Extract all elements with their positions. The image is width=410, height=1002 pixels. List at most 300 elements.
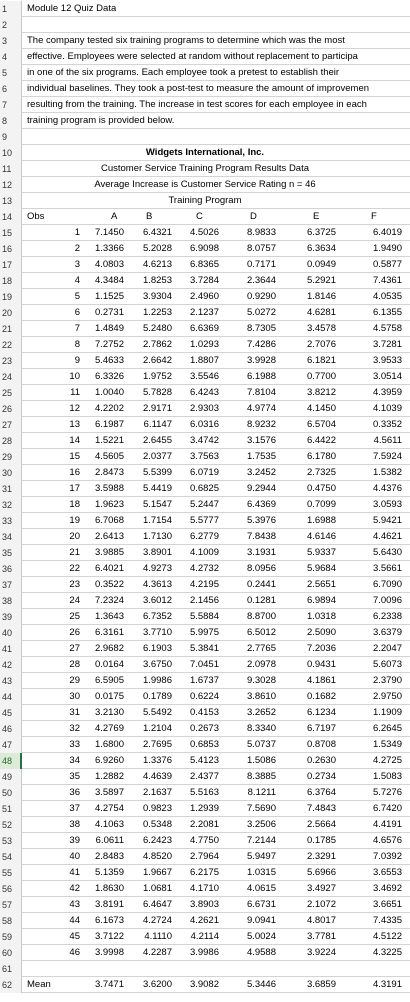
score-cell-d[interactable]: 3.8610 — [246, 691, 276, 702]
score-cell-d[interactable]: 2.7765 — [246, 643, 276, 654]
score-cell-c[interactable]: 5.4123 — [189, 755, 219, 766]
score-cell-e[interactable]: 5.2921 — [306, 275, 336, 286]
score-cell-a[interactable]: 6.3326 — [94, 371, 124, 382]
score-cell-d[interactable]: 7.8104 — [246, 387, 276, 398]
score-cell-f[interactable]: 1.1909 — [372, 707, 402, 718]
row-header-12[interactable]: 12 — [0, 177, 22, 193]
score-cell-c[interactable]: 0.2673 — [189, 723, 219, 734]
program-header-f[interactable]: F — [371, 211, 377, 222]
score-cell-b[interactable]: 1.9752 — [142, 371, 172, 382]
score-cell-c[interactable]: 3.7563 — [189, 451, 219, 462]
score-cell-b[interactable]: 2.1637 — [142, 787, 172, 798]
obs-number-cell[interactable]: 41 — [69, 867, 80, 878]
sheet-row-34[interactable] — [0, 529, 410, 545]
score-cell-a[interactable]: 6.0611 — [95, 835, 124, 846]
row-header-62[interactable]: 62 — [0, 977, 22, 993]
score-cell-e[interactable]: 0.4750 — [306, 483, 336, 494]
mean-cell-c[interactable]: 3.9082 — [189, 979, 219, 990]
table-title-line[interactable]: Widgets International, Inc. — [145, 147, 265, 158]
score-cell-d[interactable]: 9.2944 — [246, 483, 276, 494]
score-cell-b[interactable]: 3.9304 — [142, 291, 172, 302]
score-cell-d[interactable]: 4.9588 — [246, 947, 276, 958]
row-header-23[interactable]: 23 — [0, 353, 22, 369]
score-cell-f[interactable]: 3.9533 — [372, 355, 402, 366]
row-header-44[interactable]: 44 — [0, 689, 22, 705]
sheet-row-25[interactable] — [0, 385, 410, 401]
obs-number-cell[interactable]: 10 — [69, 371, 80, 382]
obs-number-cell[interactable]: 28 — [69, 659, 80, 670]
row-header-49[interactable]: 49 — [0, 769, 22, 785]
row-header-16[interactable]: 16 — [0, 241, 22, 257]
score-cell-e[interactable]: 5.6966 — [306, 867, 336, 878]
score-cell-f[interactable]: 1.5382 — [372, 467, 402, 478]
score-cell-e[interactable]: 3.4927 — [306, 883, 336, 894]
score-cell-d[interactable]: 3.2452 — [246, 467, 276, 478]
score-cell-f[interactable]: 4.3225 — [372, 947, 402, 958]
sheet-row-36[interactable] — [0, 561, 410, 577]
obs-number-cell[interactable]: 3 — [74, 259, 80, 270]
obs-number-cell[interactable]: 24 — [69, 595, 80, 606]
row-header-4[interactable]: 4 — [0, 49, 22, 65]
score-cell-f[interactable]: 3.6651 — [372, 899, 402, 910]
score-cell-a[interactable]: 3.2130 — [94, 707, 124, 718]
score-cell-a[interactable]: 3.8191 — [94, 899, 124, 910]
sheet-row-51[interactable] — [0, 801, 410, 817]
score-cell-f[interactable]: 5.9421 — [372, 515, 402, 526]
row-header-34[interactable]: 34 — [0, 529, 22, 545]
score-cell-d[interactable]: 6.4369 — [246, 499, 276, 510]
score-cell-a[interactable]: 4.3484 — [94, 275, 124, 286]
score-cell-a[interactable]: 2.6413 — [94, 531, 124, 542]
row-header-27[interactable]: 27 — [0, 417, 22, 433]
row-header-5[interactable]: 5 — [0, 65, 22, 81]
sheet-row-10[interactable] — [0, 145, 410, 161]
sheet-row-57[interactable] — [0, 897, 410, 913]
score-cell-f[interactable]: 4.3959 — [372, 387, 402, 398]
score-cell-e[interactable]: 0.7700 — [306, 371, 336, 382]
score-cell-e[interactable]: 5.9684 — [306, 563, 336, 574]
obs-number-cell[interactable]: 33 — [69, 739, 80, 750]
score-cell-c[interactable]: 0.6224 — [189, 691, 219, 702]
score-cell-b[interactable]: 2.0377 — [142, 451, 172, 462]
obs-number-cell[interactable]: 36 — [69, 787, 80, 798]
score-cell-b[interactable]: 0.1789 — [142, 691, 172, 702]
score-cell-f[interactable]: 3.7281 — [372, 339, 402, 350]
score-cell-d[interactable]: 5.0024 — [246, 931, 276, 942]
sheet-row-55[interactable] — [0, 865, 410, 881]
score-cell-f[interactable]: 6.2338 — [372, 611, 402, 622]
score-cell-f[interactable]: 7.0392 — [372, 851, 402, 862]
score-cell-e[interactable]: 4.8017 — [306, 915, 336, 926]
score-cell-f[interactable]: 7.4335 — [372, 915, 402, 926]
score-cell-e[interactable]: 3.4578 — [306, 323, 336, 334]
score-cell-a[interactable]: 4.2754 — [94, 803, 124, 814]
row-header-6[interactable]: 6 — [0, 81, 22, 97]
obs-number-cell[interactable]: 9 — [74, 355, 80, 366]
quiz-title-cell[interactable]: Module 12 Quiz Data — [27, 3, 117, 14]
sheet-row-44[interactable] — [0, 689, 410, 705]
score-cell-f[interactable]: 5.7276 — [372, 787, 402, 798]
row-header-24[interactable]: 24 — [0, 369, 22, 385]
score-cell-b[interactable]: 3.8901 — [142, 547, 172, 558]
score-cell-c[interactable]: 5.2447 — [189, 499, 219, 510]
description-line[interactable]: in one of the six programs. Each employee took a pretest to establish their — [27, 67, 340, 78]
row-header-14[interactable]: 14 — [0, 209, 22, 225]
score-cell-b[interactable]: 4.1110 — [144, 931, 172, 942]
score-cell-e[interactable]: 6.1780 — [306, 451, 336, 462]
score-cell-b[interactable]: 3.7710 — [142, 627, 172, 638]
score-cell-a[interactable]: 1.0040 — [94, 387, 124, 398]
score-cell-a[interactable]: 3.9998 — [94, 947, 124, 958]
score-cell-a[interactable]: 2.8483 — [94, 851, 124, 862]
sheet-row-53[interactable] — [0, 833, 410, 849]
row-header-8[interactable]: 8 — [0, 113, 22, 129]
description-line[interactable]: resulting from the training. The increase in test scores for each employee in each — [27, 99, 367, 110]
sheet-row-33[interactable] — [0, 513, 410, 529]
score-cell-b[interactable]: 1.2253 — [142, 307, 172, 318]
score-cell-c[interactable]: 5.5163 — [189, 787, 219, 798]
score-cell-e[interactable]: 0.1682 — [306, 691, 336, 702]
row-header-19[interactable]: 19 — [0, 289, 22, 305]
score-cell-e[interactable]: 4.1450 — [306, 403, 336, 414]
score-cell-d[interactable]: 3.2652 — [246, 707, 276, 718]
score-cell-c[interactable]: 0.6853 — [189, 739, 219, 750]
sheet-row-47[interactable] — [0, 737, 410, 753]
obs-number-cell[interactable]: 31 — [69, 707, 80, 718]
row-header-46[interactable]: 46 — [0, 721, 22, 737]
sheet-row-19[interactable] — [0, 289, 410, 305]
score-cell-c[interactable]: 3.4742 — [189, 435, 219, 446]
score-cell-b[interactable]: 1.0681 — [142, 883, 172, 894]
score-cell-a[interactable]: 6.3161 — [94, 627, 124, 638]
score-cell-c[interactable]: 5.5777 — [189, 515, 219, 526]
score-cell-f[interactable]: 6.7090 — [372, 579, 402, 590]
score-cell-b[interactable]: 5.7828 — [142, 387, 172, 398]
score-cell-a[interactable]: 6.5905 — [94, 675, 124, 686]
score-cell-f[interactable]: 1.9490 — [372, 243, 402, 254]
sheet-row-12[interactable] — [0, 177, 410, 193]
score-cell-d[interactable]: 8.3885 — [246, 771, 276, 782]
sheet-row-22[interactable] — [0, 337, 410, 353]
obs-number-cell[interactable]: 26 — [69, 627, 80, 638]
score-cell-f[interactable]: 6.1355 — [372, 307, 402, 318]
score-cell-e[interactable]: 3.7781 — [306, 931, 336, 942]
score-cell-f[interactable]: 4.4621 — [372, 531, 402, 542]
score-cell-a[interactable]: 1.6800 — [94, 739, 124, 750]
sheet-row-58[interactable] — [0, 913, 410, 929]
row-header-28[interactable]: 28 — [0, 433, 22, 449]
score-cell-e[interactable]: 0.2734 — [306, 771, 336, 782]
obs-number-cell[interactable]: 18 — [69, 499, 80, 510]
score-cell-d[interactable]: 2.3644 — [246, 275, 276, 286]
sheet-row-28[interactable] — [0, 433, 410, 449]
sheet-row-61[interactable] — [0, 961, 410, 977]
obs-number-cell[interactable]: 35 — [69, 771, 80, 782]
score-cell-e[interactable]: 2.5664 — [306, 819, 336, 830]
row-header-2[interactable]: 2 — [0, 17, 22, 33]
score-cell-d[interactable]: 5.9497 — [246, 851, 276, 862]
row-header-3[interactable]: 3 — [0, 33, 22, 49]
score-cell-c[interactable]: 6.8365 — [189, 259, 219, 270]
score-cell-c[interactable]: 4.2732 — [189, 563, 219, 574]
score-cell-a[interactable]: 6.1987 — [94, 419, 124, 430]
row-header-54[interactable]: 54 — [0, 849, 22, 865]
row-header-53[interactable]: 53 — [0, 833, 22, 849]
row-header-10[interactable]: 10 — [0, 145, 22, 161]
score-cell-f[interactable]: 2.2047 — [372, 643, 402, 654]
score-cell-e[interactable]: 7.4843 — [306, 803, 336, 814]
score-cell-c[interactable]: 2.4377 — [189, 771, 219, 782]
score-cell-f[interactable]: 1.5083 — [372, 771, 402, 782]
obs-number-cell[interactable]: 42 — [69, 883, 80, 894]
score-cell-c[interactable]: 2.1456 — [189, 595, 219, 606]
obs-number-cell[interactable]: 15 — [69, 451, 80, 462]
score-cell-a[interactable]: 1.2882 — [94, 771, 124, 782]
row-header-43[interactable]: 43 — [0, 673, 22, 689]
row-header-60[interactable]: 60 — [0, 945, 22, 961]
score-cell-f[interactable]: 4.5122 — [372, 931, 402, 942]
obs-number-cell[interactable]: 11 — [70, 387, 80, 398]
score-cell-e[interactable]: 0.0949 — [306, 259, 336, 270]
score-cell-a[interactable]: 6.9260 — [94, 755, 124, 766]
score-cell-f[interactable]: 4.0535 — [372, 291, 402, 302]
sheet-row-27[interactable] — [0, 417, 410, 433]
sheet-row-8[interactable] — [0, 113, 410, 129]
score-cell-e[interactable]: 6.9894 — [306, 595, 336, 606]
sheet-row-29[interactable] — [0, 449, 410, 465]
row-header-39[interactable]: 39 — [0, 609, 22, 625]
sheet-row-17[interactable] — [0, 257, 410, 273]
obs-number-cell[interactable]: 37 — [69, 803, 80, 814]
row-header-33[interactable]: 33 — [0, 513, 22, 529]
score-cell-c[interactable]: 2.7964 — [189, 851, 219, 862]
score-cell-d[interactable]: 8.0757 — [246, 243, 276, 254]
score-cell-c[interactable]: 0.4153 — [189, 707, 219, 718]
score-cell-f[interactable]: 6.7420 — [372, 803, 402, 814]
score-cell-c[interactable]: 4.2621 — [189, 915, 219, 926]
score-cell-a[interactable]: 1.8630 — [94, 883, 124, 894]
score-cell-d[interactable]: 8.1211 — [247, 787, 276, 798]
mean-cell-e[interactable]: 3.6859 — [306, 979, 336, 990]
sheet-row-42[interactable] — [0, 657, 410, 673]
score-cell-b[interactable]: 0.5348 — [142, 819, 172, 830]
score-cell-d[interactable]: 8.8700 — [246, 611, 276, 622]
score-cell-b[interactable]: 2.6642 — [142, 355, 172, 366]
score-cell-f[interactable]: 4.6576 — [372, 835, 402, 846]
score-cell-e[interactable]: 0.8708 — [306, 739, 336, 750]
score-cell-f[interactable]: 7.4361 — [372, 275, 402, 286]
score-cell-c[interactable]: 1.2939 — [189, 803, 219, 814]
score-cell-e[interactable]: 6.3725 — [306, 227, 336, 238]
score-cell-c[interactable]: 3.8903 — [189, 899, 219, 910]
sheet-row-35[interactable] — [0, 545, 410, 561]
score-cell-e[interactable]: 0.9431 — [306, 659, 336, 670]
row-header-20[interactable]: 20 — [0, 305, 22, 321]
program-header-c[interactable]: C — [196, 211, 203, 222]
score-cell-e[interactable]: 2.5651 — [306, 579, 336, 590]
score-cell-e[interactable]: 1.0318 — [306, 611, 336, 622]
score-cell-c[interactable]: 5.9975 — [189, 627, 219, 638]
obs-number-cell[interactable]: 6 — [74, 307, 80, 318]
row-header-22[interactable]: 22 — [0, 337, 22, 353]
score-cell-d[interactable]: 7.5690 — [246, 803, 276, 814]
score-cell-c[interactable]: 4.2195 — [189, 579, 219, 590]
sheet-row-13[interactable] — [0, 193, 410, 209]
score-cell-c[interactable]: 4.7750 — [189, 835, 219, 846]
row-header-11[interactable]: 11 — [0, 161, 22, 177]
obs-number-cell[interactable]: 22 — [69, 563, 80, 574]
score-cell-d[interactable]: 3.1576 — [246, 435, 276, 446]
score-cell-a[interactable]: 4.0803 — [94, 259, 124, 270]
score-cell-f[interactable]: 3.4692 — [372, 883, 402, 894]
score-cell-e[interactable]: 3.8212 — [306, 387, 336, 398]
score-cell-b[interactable]: 3.6750 — [142, 659, 172, 670]
score-cell-d[interactable]: 8.9833 — [246, 227, 276, 238]
score-cell-f[interactable]: 3.5661 — [372, 563, 402, 574]
score-cell-a[interactable]: 7.1450 — [94, 227, 124, 238]
score-cell-f[interactable]: 0.5877 — [372, 259, 402, 270]
obs-number-cell[interactable]: 38 — [69, 819, 80, 830]
score-cell-b[interactable]: 2.6455 — [142, 435, 172, 446]
row-header-55[interactable]: 55 — [0, 865, 22, 881]
sheet-row-30[interactable] — [0, 465, 410, 481]
score-cell-c[interactable]: 4.5026 — [189, 227, 219, 238]
row-header-29[interactable]: 29 — [0, 449, 22, 465]
row-header-48[interactable]: 48 — [0, 753, 22, 769]
score-cell-d[interactable]: 7.4286 — [246, 339, 276, 350]
score-cell-a[interactable]: 1.4849 — [94, 323, 124, 334]
score-cell-c[interactable]: 2.1237 — [189, 307, 219, 318]
score-cell-f[interactable]: 6.4019 — [372, 227, 402, 238]
score-cell-c[interactable]: 3.7284 — [189, 275, 219, 286]
score-cell-b[interactable]: 2.7695 — [142, 739, 172, 750]
sheet-row-54[interactable] — [0, 849, 410, 865]
program-header-d[interactable]: D — [250, 211, 257, 222]
sheet-row-62[interactable] — [0, 977, 410, 993]
score-cell-f[interactable]: 5.6430 — [372, 547, 402, 558]
score-cell-c[interactable]: 4.2114 — [190, 931, 219, 942]
score-cell-d[interactable]: 9.0941 — [246, 915, 276, 926]
row-header-50[interactable]: 50 — [0, 785, 22, 801]
sheet-row-40[interactable] — [0, 625, 410, 641]
row-header-41[interactable]: 41 — [0, 641, 22, 657]
sheet-row-45[interactable] — [0, 705, 410, 721]
row-header-30[interactable]: 30 — [0, 465, 22, 481]
sheet-row-4[interactable] — [0, 49, 410, 65]
score-cell-d[interactable]: 4.9774 — [246, 403, 276, 414]
sheet-row-31[interactable] — [0, 481, 410, 497]
score-cell-a[interactable]: 6.1673 — [94, 915, 124, 926]
score-cell-e[interactable]: 2.7076 — [306, 339, 336, 350]
score-cell-a[interactable]: 6.4021 — [94, 563, 124, 574]
score-cell-b[interactable]: 4.6213 — [142, 259, 172, 270]
score-cell-f[interactable]: 4.5611 — [373, 435, 402, 446]
score-cell-a[interactable]: 4.1063 — [94, 819, 124, 830]
obs-number-cell[interactable]: 29 — [69, 675, 80, 686]
row-header-1[interactable]: 1 — [0, 1, 22, 17]
score-cell-f[interactable]: 3.0514 — [372, 371, 402, 382]
table-title-line[interactable]: Average Increase is Customer Service Rating n = 46 — [94, 179, 316, 190]
score-cell-e[interactable]: 7.2036 — [306, 643, 336, 654]
sheet-row-2[interactable] — [0, 17, 410, 33]
score-cell-e[interactable]: 6.3634 — [306, 243, 336, 254]
row-header-56[interactable]: 56 — [0, 881, 22, 897]
score-cell-f[interactable]: 0.3352 — [372, 419, 402, 430]
score-cell-a[interactable]: 3.5897 — [94, 787, 124, 798]
row-header-36[interactable]: 36 — [0, 561, 22, 577]
row-header-45[interactable]: 45 — [0, 705, 22, 721]
sheet-row-52[interactable] — [0, 817, 410, 833]
score-cell-b[interactable]: 1.9667 — [142, 867, 172, 878]
score-cell-b[interactable]: 6.4647 — [142, 899, 172, 910]
sheet-row-39[interactable] — [0, 609, 410, 625]
score-cell-d[interactable]: 0.2441 — [246, 579, 276, 590]
score-cell-e[interactable]: 2.5090 — [306, 627, 336, 638]
score-cell-d[interactable]: 0.7171 — [246, 259, 276, 270]
description-line[interactable]: The company tested six training programs to determine which was the most — [27, 35, 345, 46]
sheet-row-24[interactable] — [0, 369, 410, 385]
score-cell-f[interactable]: 1.5349 — [372, 739, 402, 750]
row-header-18[interactable]: 18 — [0, 273, 22, 289]
score-cell-d[interactable]: 0.1281 — [246, 595, 276, 606]
row-header-15[interactable]: 15 — [0, 225, 22, 241]
obs-number-cell[interactable]: 45 — [69, 931, 80, 942]
score-cell-c[interactable]: 7.0451 — [189, 659, 219, 670]
row-header-13[interactable]: 13 — [0, 193, 22, 209]
score-cell-b[interactable]: 5.2028 — [142, 243, 172, 254]
mean-cell-a[interactable]: 3.7471 — [94, 979, 124, 990]
score-cell-f[interactable]: 7.0096 — [372, 595, 402, 606]
score-cell-e[interactable]: 4.1861 — [306, 675, 336, 686]
score-cell-a[interactable]: 0.0164 — [94, 659, 124, 670]
score-cell-b[interactable]: 4.2724 — [142, 915, 172, 926]
score-cell-c[interactable]: 5.3841 — [189, 643, 219, 654]
score-cell-e[interactable]: 1.8146 — [306, 291, 336, 302]
score-cell-f[interactable]: 2.3790 — [372, 675, 402, 686]
score-cell-d[interactable]: 8.0956 — [246, 563, 276, 574]
obs-number-cell[interactable]: 2 — [74, 243, 80, 254]
sheet-row-5[interactable] — [0, 65, 410, 81]
score-cell-a[interactable]: 1.9623 — [94, 499, 124, 510]
score-cell-a[interactable]: 3.9885 — [94, 547, 124, 558]
score-cell-a[interactable]: 3.5988 — [94, 483, 124, 494]
obs-number-cell[interactable]: 21 — [69, 547, 80, 558]
score-cell-f[interactable]: 4.2725 — [372, 755, 402, 766]
score-cell-a[interactable]: 0.3522 — [94, 579, 124, 590]
sheet-row-6[interactable] — [0, 81, 410, 97]
score-cell-b[interactable]: 5.1547 — [142, 499, 172, 510]
score-cell-b[interactable]: 1.2104 — [142, 723, 172, 734]
score-cell-c[interactable]: 1.6737 — [189, 675, 219, 686]
score-cell-e[interactable]: 5.9337 — [306, 547, 336, 558]
obs-number-cell[interactable]: 44 — [69, 915, 80, 926]
row-header-37[interactable]: 37 — [0, 577, 22, 593]
score-cell-b[interactable]: 4.8520 — [142, 851, 172, 862]
score-cell-b[interactable]: 4.9273 — [142, 563, 172, 574]
score-cell-b[interactable]: 6.1147 — [143, 419, 172, 430]
description-line[interactable]: effective. Employees were selected at random without replacement to participa — [27, 51, 358, 62]
score-cell-b[interactable]: 1.7154 — [142, 515, 172, 526]
sheet-row-59[interactable] — [0, 929, 410, 945]
sheet-row-32[interactable] — [0, 497, 410, 513]
program-header-b[interactable]: B — [146, 211, 153, 222]
score-cell-e[interactable]: 0.2630 — [306, 755, 336, 766]
obs-number-cell[interactable]: 32 — [69, 723, 80, 734]
score-cell-c[interactable]: 2.2081 — [189, 819, 219, 830]
program-header-e[interactable]: E — [313, 211, 320, 222]
score-cell-a[interactable]: 1.3643 — [94, 611, 124, 622]
score-cell-b[interactable]: 5.5399 — [142, 467, 172, 478]
